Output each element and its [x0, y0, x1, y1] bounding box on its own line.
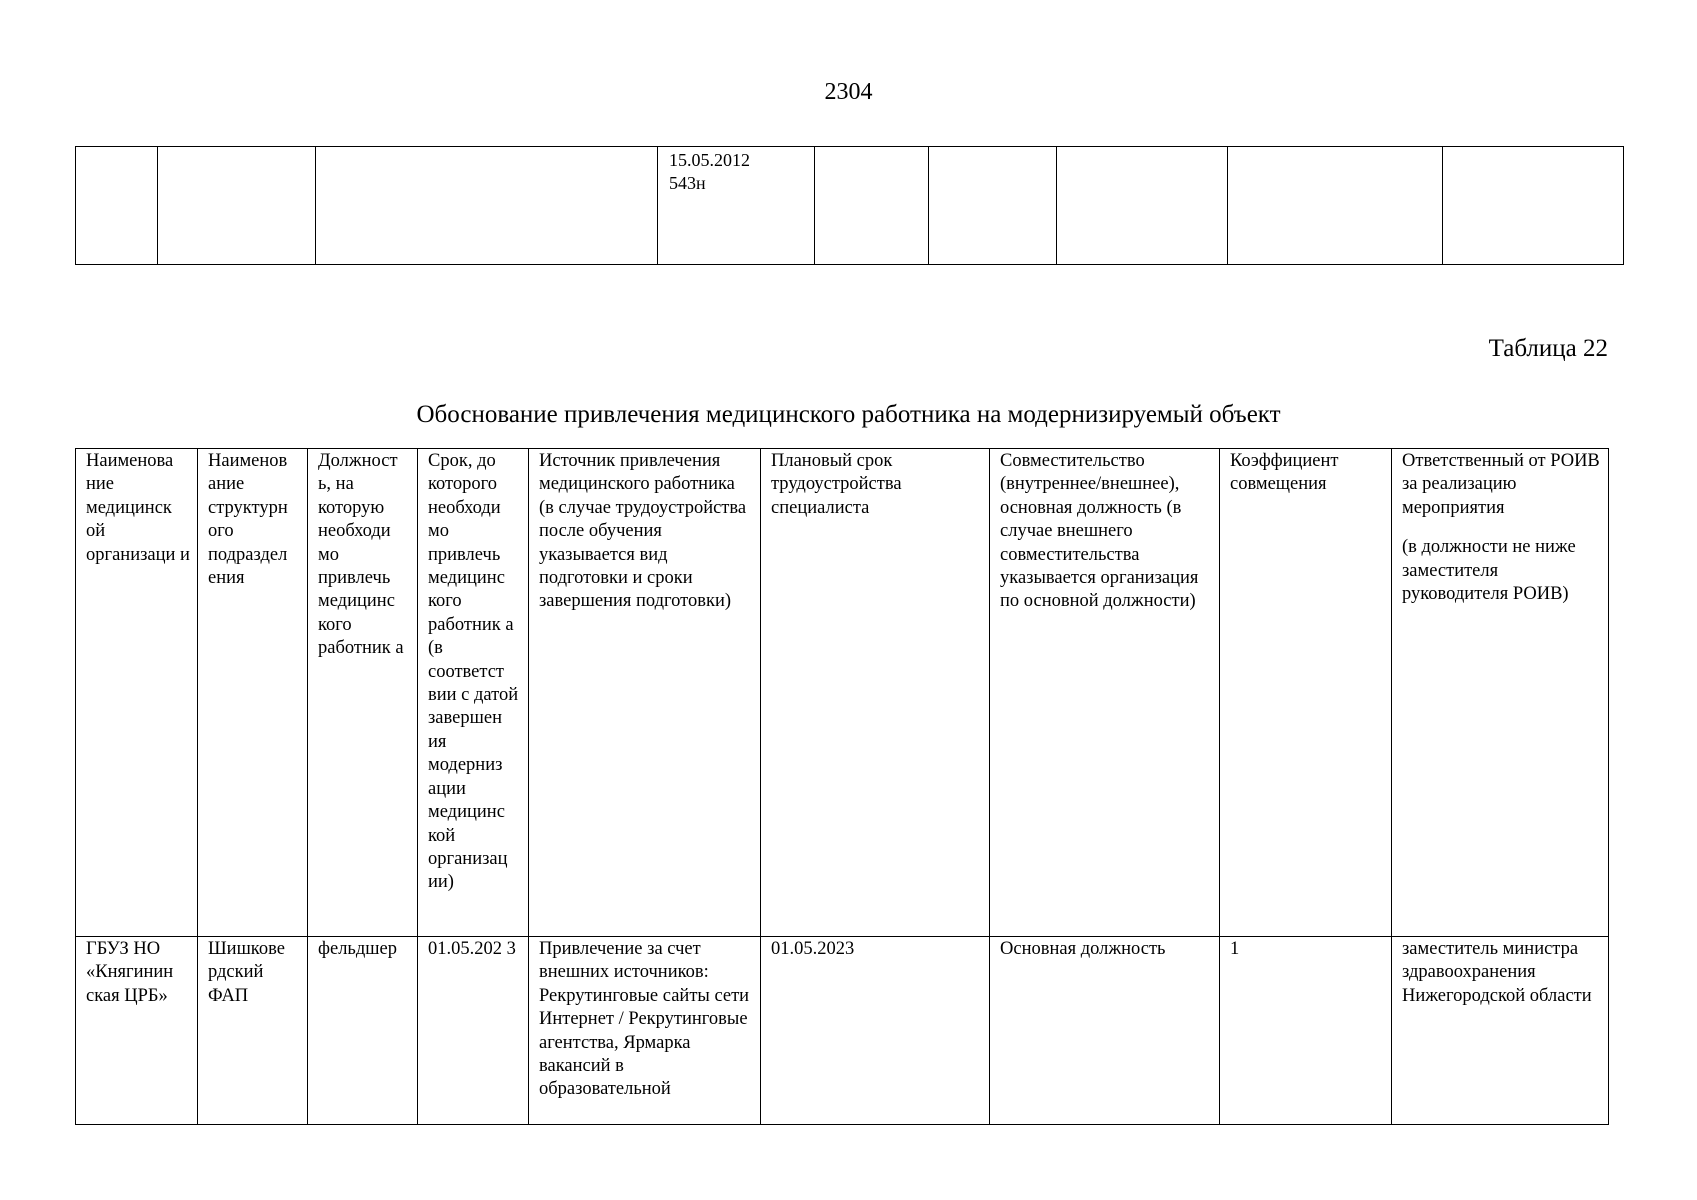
- continuation-row: [76, 147, 1624, 265]
- header-deadline: Срок, до которого необходи мо привлечь медицинс кого работник а (в соответст вии с датой завершен ия модерниз ации медицинс кой организац ии): [418, 449, 529, 937]
- table-cell: 15.05.2012 543н: [658, 147, 815, 265]
- header-source: Источник привлечения медицинского работника (в случае трудоустройства после обучения указывается вид подготовки и сроки завершения подготовки): [529, 449, 761, 937]
- table-cell: [1443, 147, 1624, 265]
- table-cell: [815, 147, 929, 265]
- header-responsible: Ответственный от РОИВ за реализацию мероприятия (в должности не ниже заместителя руководителя РОИВ): [1392, 449, 1609, 937]
- header-position: Должност ь, на которую необходи мо привлечь медицинс кого работник а: [308, 449, 418, 937]
- cell-position: фельдшер: [308, 937, 418, 1125]
- cell-combination: Основная должность: [990, 937, 1220, 1125]
- cell-subdivision: Шишкове рдский ФАП: [198, 937, 308, 1125]
- cell-deadline: 01.05.202 3: [418, 937, 529, 1125]
- table-cell: [929, 147, 1057, 265]
- header-combination: Совместительство (внутреннее/внешнее), основная должность (в случае внешнего совместительства указывается организация по основной должности): [990, 449, 1220, 937]
- table-cell: [1228, 147, 1443, 265]
- header-subdivision: Наименов ание структурн ого подраздел ения: [198, 449, 308, 937]
- header-responsible-note: (в должности не ниже заместителя руководителя РОИВ): [1402, 537, 1576, 605]
- table-cell: [1057, 147, 1228, 265]
- continuation-table: [75, 146, 1624, 265]
- header-row: [76, 449, 1609, 937]
- cell-coefficient: 1: [1220, 937, 1392, 1125]
- header-org-name: Наименова ние медицинск ой организаци и: [76, 449, 198, 937]
- table-cell: [76, 147, 158, 265]
- page-number: 2304: [824, 79, 873, 105]
- cell-org-name: ГБУЗ НО «Княгинин ская ЦРБ»: [76, 937, 198, 1125]
- table-cell: [316, 147, 658, 265]
- staffing-table: [75, 448, 1609, 1125]
- cell-responsible: заместитель министра здравоохранения Нижегородской области: [1392, 937, 1609, 1125]
- header-planned-date: Плановый срок трудоустройства специалиста: [761, 449, 990, 937]
- cell-planned-date: 01.05.2023: [761, 937, 990, 1125]
- table-cell: [158, 147, 316, 265]
- cell-source: Привлечение за счет внешних источников: Рекрутинговые сайты сети Интернет / Рекрутинговые агентства, Ярмарка вакансий в образовательной: [529, 937, 761, 1125]
- header-coefficient: Коэффициент совмещения: [1220, 449, 1392, 937]
- table-title: Обоснование привлечения медицинского работника на модернизируемый объект: [416, 401, 1281, 428]
- table-caption: Таблица 22: [1488, 335, 1608, 362]
- table-row: [76, 937, 1609, 1125]
